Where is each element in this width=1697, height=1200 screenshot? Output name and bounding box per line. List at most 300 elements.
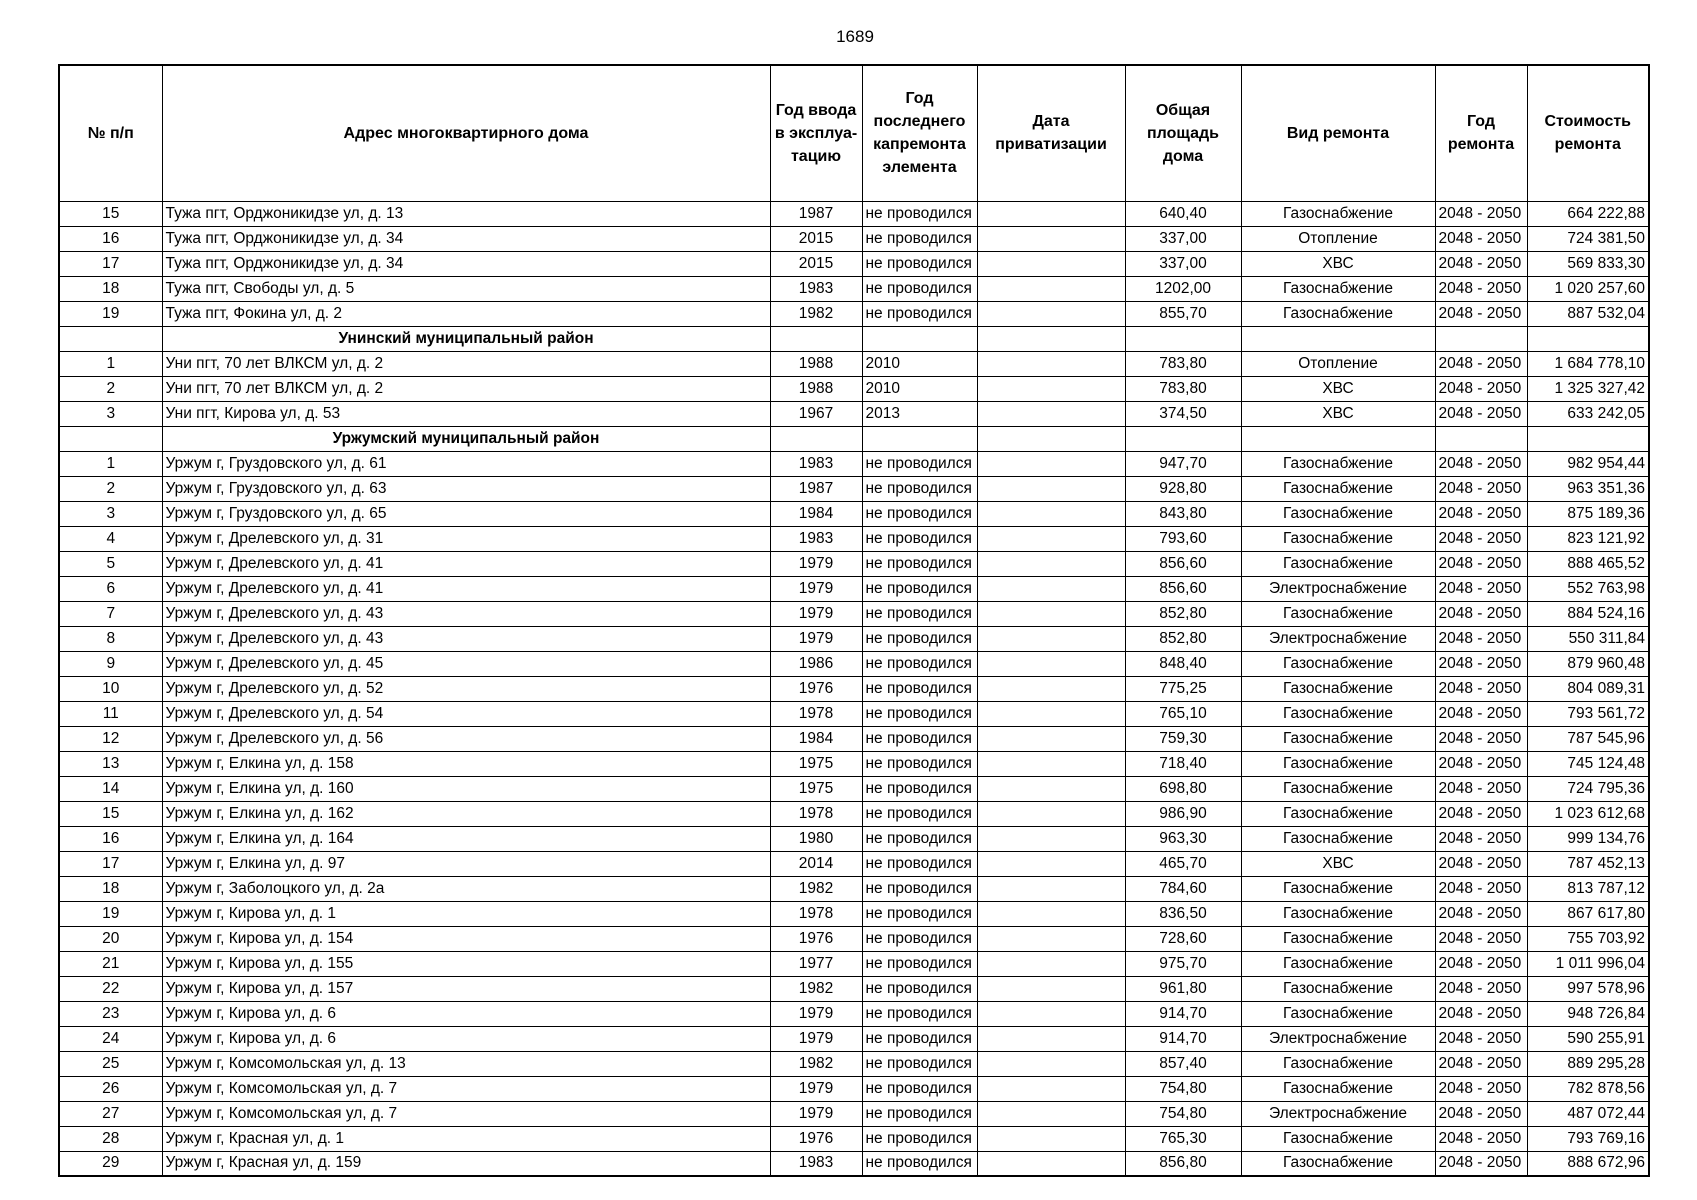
table-row — [59, 776, 1649, 801]
empty-cell — [1241, 326, 1435, 351]
empty-cell — [1527, 326, 1649, 351]
last-repair-cell: не проводился — [862, 626, 977, 651]
last-repair-cell: не проводился — [862, 1026, 977, 1051]
repair-year-cell: 2048 - 2050 — [1435, 376, 1527, 401]
repair-year-cell: 2048 - 2050 — [1435, 226, 1527, 251]
repair-year-cell: 2048 - 2050 — [1435, 201, 1527, 226]
repair-year-cell: 2048 - 2050 — [1435, 976, 1527, 1001]
repair-type-cell: Отопление — [1241, 226, 1435, 251]
header-cost: Стоимость ремонта — [1527, 65, 1649, 201]
year-built-cell: 1983 — [770, 1151, 862, 1176]
row-number: 17 — [59, 251, 162, 276]
table-row — [59, 901, 1649, 926]
privatization-cell — [977, 826, 1125, 851]
district-name: Унинский муниципальный район — [162, 326, 770, 351]
row-number: 8 — [59, 626, 162, 651]
repair-type-cell: Газоснабжение — [1241, 876, 1435, 901]
address-cell: Уржум г, Заболоцкого ул, д. 2а — [162, 876, 770, 901]
repair-type-cell: Газоснабжение — [1241, 1126, 1435, 1151]
area-cell: 754,80 — [1125, 1076, 1241, 1101]
area-cell: 698,80 — [1125, 776, 1241, 801]
last-repair-cell: не проводился — [862, 751, 977, 776]
row-number: 18 — [59, 276, 162, 301]
area-cell: 765,30 — [1125, 1126, 1241, 1151]
repair-year-cell: 2048 - 2050 — [1435, 401, 1527, 426]
repair-type-cell: Газоснабжение — [1241, 951, 1435, 976]
repair-year-cell: 2048 - 2050 — [1435, 676, 1527, 701]
address-cell: Уржум г, Груздовского ул, д. 65 — [162, 501, 770, 526]
row-number: 13 — [59, 751, 162, 776]
repair-year-cell: 2048 - 2050 — [1435, 776, 1527, 801]
row-number: 23 — [59, 1001, 162, 1026]
area-cell: 856,60 — [1125, 551, 1241, 576]
row-number: 21 — [59, 951, 162, 976]
year-built-cell: 1983 — [770, 276, 862, 301]
address-cell: Уржум г, Елкина ул, д. 162 — [162, 801, 770, 826]
address-cell: Уржум г, Дрелевского ул, д. 52 — [162, 676, 770, 701]
cost-cell: 888 672,96 — [1527, 1151, 1649, 1176]
cost-cell: 782 878,56 — [1527, 1076, 1649, 1101]
table-row — [59, 376, 1649, 401]
empty-cell — [770, 426, 862, 451]
area-cell: 718,40 — [1125, 751, 1241, 776]
year-built-cell: 1976 — [770, 676, 862, 701]
row-number: 28 — [59, 1126, 162, 1151]
repair-year-cell: 2048 - 2050 — [1435, 601, 1527, 626]
privatization-cell — [977, 451, 1125, 476]
repair-type-cell: Газоснабжение — [1241, 676, 1435, 701]
last-repair-cell: не проводился — [862, 926, 977, 951]
repair-year-cell: 2048 - 2050 — [1435, 1101, 1527, 1126]
address-cell: Уржум г, Груздовского ул, д. 63 — [162, 476, 770, 501]
year-built-cell: 1979 — [770, 551, 862, 576]
empty-cell — [59, 326, 162, 351]
area-cell: 975,70 — [1125, 951, 1241, 976]
table-row — [59, 451, 1649, 476]
repair-type-cell: Газоснабжение — [1241, 201, 1435, 226]
area-cell: 374,50 — [1125, 401, 1241, 426]
table-row — [59, 876, 1649, 901]
privatization-cell — [977, 201, 1125, 226]
year-built-cell: 1988 — [770, 376, 862, 401]
cost-cell: 787 545,96 — [1527, 726, 1649, 751]
privatization-cell — [977, 301, 1125, 326]
last-repair-cell: не проводился — [862, 251, 977, 276]
row-number: 18 — [59, 876, 162, 901]
area-cell: 986,90 — [1125, 801, 1241, 826]
last-repair-cell: не проводился — [862, 726, 977, 751]
cost-cell: 633 242,05 — [1527, 401, 1649, 426]
area-cell: 793,60 — [1125, 526, 1241, 551]
repair-type-cell: Газоснабжение — [1241, 926, 1435, 951]
privatization-cell — [977, 901, 1125, 926]
repair-year-cell: 2048 - 2050 — [1435, 451, 1527, 476]
address-cell: Уржум г, Красная ул, д. 1 — [162, 1126, 770, 1151]
header-num: № п/п — [59, 65, 162, 201]
privatization-cell — [977, 501, 1125, 526]
repair-year-cell: 2048 - 2050 — [1435, 701, 1527, 726]
address-cell: Уржум г, Комсомольская ул, д. 13 — [162, 1051, 770, 1076]
last-repair-cell: не проводился — [862, 1076, 977, 1101]
empty-cell — [977, 426, 1125, 451]
repair-type-cell: Газоснабжение — [1241, 751, 1435, 776]
row-number: 5 — [59, 551, 162, 576]
table-body — [59, 201, 1649, 1176]
area-cell: 914,70 — [1125, 1001, 1241, 1026]
repair-year-cell: 2048 - 2050 — [1435, 751, 1527, 776]
repair-year-cell: 2048 - 2050 — [1435, 651, 1527, 676]
table-row — [59, 1151, 1649, 1176]
cost-cell: 997 578,96 — [1527, 976, 1649, 1001]
empty-cell — [59, 426, 162, 451]
table-row — [59, 1001, 1649, 1026]
year-built-cell: 1987 — [770, 201, 862, 226]
year-built-cell: 1979 — [770, 1001, 862, 1026]
privatization-cell — [977, 1076, 1125, 1101]
table-row — [59, 676, 1649, 701]
cost-cell: 793 769,16 — [1527, 1126, 1649, 1151]
repair-year-cell: 2048 - 2050 — [1435, 501, 1527, 526]
header-area: Общая площадь дома — [1125, 65, 1241, 201]
address-cell: Уржум г, Комсомольская ул, д. 7 — [162, 1101, 770, 1126]
empty-cell — [862, 326, 977, 351]
cost-cell: 875 189,36 — [1527, 501, 1649, 526]
repair-year-cell: 2048 - 2050 — [1435, 1001, 1527, 1026]
last-repair-cell: не проводился — [862, 576, 977, 601]
row-number: 15 — [59, 801, 162, 826]
area-cell: 857,40 — [1125, 1051, 1241, 1076]
table-row — [59, 476, 1649, 501]
table-row — [59, 551, 1649, 576]
row-number: 3 — [59, 401, 162, 426]
area-cell: 856,80 — [1125, 1151, 1241, 1176]
year-built-cell: 1987 — [770, 476, 862, 501]
address-cell: Уни пгт, 70 лет ВЛКСМ ул, д. 2 — [162, 351, 770, 376]
privatization-cell — [977, 1101, 1125, 1126]
last-repair-cell: не проводился — [862, 1101, 977, 1126]
area-cell: 1202,00 — [1125, 276, 1241, 301]
area-cell: 852,80 — [1125, 601, 1241, 626]
area-cell: 961,80 — [1125, 976, 1241, 1001]
year-built-cell: 1984 — [770, 501, 862, 526]
row-number: 16 — [59, 826, 162, 851]
cost-cell: 867 617,80 — [1527, 901, 1649, 926]
empty-cell — [1241, 426, 1435, 451]
row-number: 16 — [59, 226, 162, 251]
last-repair-cell: не проводился — [862, 951, 977, 976]
empty-cell — [862, 426, 977, 451]
privatization-cell — [977, 226, 1125, 251]
privatization-cell — [977, 626, 1125, 651]
header-privatization: Дата приватизации — [977, 65, 1125, 201]
year-built-cell: 1982 — [770, 976, 862, 1001]
table-row — [59, 826, 1649, 851]
repair-type-cell: Газоснабжение — [1241, 501, 1435, 526]
last-repair-cell: не проводился — [862, 1126, 977, 1151]
privatization-cell — [977, 401, 1125, 426]
address-cell: Уржум г, Кирова ул, д. 154 — [162, 926, 770, 951]
area-cell: 963,30 — [1125, 826, 1241, 851]
table-row — [59, 226, 1649, 251]
row-number: 3 — [59, 501, 162, 526]
address-cell: Уржум г, Кирова ул, д. 157 — [162, 976, 770, 1001]
address-cell: Уржум г, Дрелевского ул, д. 43 — [162, 626, 770, 651]
privatization-cell — [977, 701, 1125, 726]
year-built-cell: 1982 — [770, 1051, 862, 1076]
row-number: 2 — [59, 376, 162, 401]
row-number: 1 — [59, 451, 162, 476]
privatization-cell — [977, 1051, 1125, 1076]
cost-cell: 948 726,84 — [1527, 1001, 1649, 1026]
last-repair-cell: 2010 — [862, 376, 977, 401]
repair-year-cell: 2048 - 2050 — [1435, 576, 1527, 601]
area-cell: 836,50 — [1125, 901, 1241, 926]
address-cell: Уржум г, Кирова ул, д. 6 — [162, 1001, 770, 1026]
table-row — [59, 401, 1649, 426]
last-repair-cell: не проводился — [862, 1051, 977, 1076]
row-number: 6 — [59, 576, 162, 601]
area-cell: 843,80 — [1125, 501, 1241, 526]
table-row — [59, 1051, 1649, 1076]
area-cell: 765,10 — [1125, 701, 1241, 726]
row-number: 19 — [59, 301, 162, 326]
privatization-cell — [977, 801, 1125, 826]
repair-schedule-table — [58, 64, 1650, 1177]
row-number: 24 — [59, 1026, 162, 1051]
table-row — [59, 926, 1649, 951]
table-row — [59, 801, 1649, 826]
last-repair-cell: не проводился — [862, 651, 977, 676]
last-repair-cell: 2013 — [862, 401, 977, 426]
row-number: 7 — [59, 601, 162, 626]
table-row — [59, 1126, 1649, 1151]
table-row — [59, 1026, 1649, 1051]
address-cell: Уржум г, Дрелевского ул, д. 54 — [162, 701, 770, 726]
area-cell: 784,60 — [1125, 876, 1241, 901]
last-repair-cell: не проводился — [862, 701, 977, 726]
district-name: Уржумский муниципальный район — [162, 426, 770, 451]
table-row — [59, 851, 1649, 876]
privatization-cell — [977, 651, 1125, 676]
repair-type-cell: Электроснабжение — [1241, 576, 1435, 601]
empty-cell — [770, 326, 862, 351]
privatization-cell — [977, 1026, 1125, 1051]
table-row — [59, 526, 1649, 551]
table-row — [59, 751, 1649, 776]
repair-year-cell: 2048 - 2050 — [1435, 826, 1527, 851]
cost-cell: 1 023 612,68 — [1527, 801, 1649, 826]
cost-cell: 963 351,36 — [1527, 476, 1649, 501]
last-repair-cell: не проводился — [862, 901, 977, 926]
last-repair-cell: не проводился — [862, 526, 977, 551]
table-row — [59, 651, 1649, 676]
table-row — [59, 276, 1649, 301]
empty-cell — [1527, 426, 1649, 451]
header-last-repair: Год последнего капремонта элемента — [862, 65, 977, 201]
address-cell: Уржум г, Елкина ул, д. 158 — [162, 751, 770, 776]
privatization-cell — [977, 1126, 1125, 1151]
empty-cell — [1125, 426, 1241, 451]
repair-year-cell: 2048 - 2050 — [1435, 301, 1527, 326]
last-repair-cell: не проводился — [862, 976, 977, 1001]
cost-cell: 804 089,31 — [1527, 676, 1649, 701]
cost-cell: 999 134,76 — [1527, 826, 1649, 851]
privatization-cell — [977, 376, 1125, 401]
repair-year-cell: 2048 - 2050 — [1435, 276, 1527, 301]
address-cell: Уржум г, Красная ул, д. 159 — [162, 1151, 770, 1176]
repair-type-cell: Газоснабжение — [1241, 776, 1435, 801]
cost-cell: 879 960,48 — [1527, 651, 1649, 676]
repair-year-cell: 2048 - 2050 — [1435, 926, 1527, 951]
row-number: 29 — [59, 1151, 162, 1176]
area-cell: 337,00 — [1125, 226, 1241, 251]
repair-year-cell: 2048 - 2050 — [1435, 251, 1527, 276]
table-row — [59, 951, 1649, 976]
repair-type-cell: Газоснабжение — [1241, 726, 1435, 751]
cost-cell: 590 255,91 — [1527, 1026, 1649, 1051]
privatization-cell — [977, 526, 1125, 551]
header-address: Адрес многоквартирного дома — [162, 65, 770, 201]
area-cell: 783,80 — [1125, 376, 1241, 401]
address-cell: Уржум г, Кирова ул, д. 6 — [162, 1026, 770, 1051]
privatization-cell — [977, 851, 1125, 876]
area-cell: 465,70 — [1125, 851, 1241, 876]
year-built-cell: 1967 — [770, 401, 862, 426]
area-cell: 852,80 — [1125, 626, 1241, 651]
table-row — [59, 576, 1649, 601]
year-built-cell: 1986 — [770, 651, 862, 676]
row-number: 19 — [59, 901, 162, 926]
last-repair-cell: не проводился — [862, 876, 977, 901]
repair-year-cell: 2048 - 2050 — [1435, 1051, 1527, 1076]
address-cell: Тужа пгт, Орджоникидзе ул, д. 13 — [162, 201, 770, 226]
privatization-cell — [977, 576, 1125, 601]
repair-type-cell: Газоснабжение — [1241, 276, 1435, 301]
year-built-cell: 1982 — [770, 301, 862, 326]
year-built-cell: 1975 — [770, 776, 862, 801]
table-row — [59, 601, 1649, 626]
repair-year-cell: 2048 - 2050 — [1435, 951, 1527, 976]
year-built-cell: 1978 — [770, 701, 862, 726]
last-repair-cell: не проводился — [862, 476, 977, 501]
table-row — [59, 301, 1649, 326]
table-row — [59, 701, 1649, 726]
area-cell: 728,60 — [1125, 926, 1241, 951]
address-cell: Тужа пгт, Свободы ул, д. 5 — [162, 276, 770, 301]
repair-year-cell: 2048 - 2050 — [1435, 1151, 1527, 1176]
year-built-cell: 1979 — [770, 1101, 862, 1126]
repair-type-cell: Газоснабжение — [1241, 1151, 1435, 1176]
address-cell: Уржум г, Кирова ул, д. 155 — [162, 951, 770, 976]
cost-cell: 1 325 327,42 — [1527, 376, 1649, 401]
last-repair-cell: не проводился — [862, 226, 977, 251]
empty-cell — [977, 326, 1125, 351]
repair-type-cell: Электроснабжение — [1241, 1101, 1435, 1126]
address-cell: Уржум г, Дрелевского ул, д. 45 — [162, 651, 770, 676]
empty-cell — [1435, 426, 1527, 451]
year-built-cell: 1979 — [770, 1076, 862, 1101]
row-number: 2 — [59, 476, 162, 501]
repair-type-cell: Газоснабжение — [1241, 451, 1435, 476]
year-built-cell: 1978 — [770, 901, 862, 926]
area-cell: 759,30 — [1125, 726, 1241, 751]
table-row — [59, 351, 1649, 376]
year-built-cell: 1975 — [770, 751, 862, 776]
area-cell: 947,70 — [1125, 451, 1241, 476]
repair-year-cell: 2048 - 2050 — [1435, 726, 1527, 751]
area-cell: 855,70 — [1125, 301, 1241, 326]
address-cell: Уржум г, Елкина ул, д. 160 — [162, 776, 770, 801]
repair-type-cell: Газоснабжение — [1241, 1076, 1435, 1101]
cost-cell: 724 795,36 — [1527, 776, 1649, 801]
row-number: 14 — [59, 776, 162, 801]
last-repair-cell: не проводился — [862, 201, 977, 226]
address-cell: Уржум г, Дрелевского ул, д. 43 — [162, 601, 770, 626]
last-repair-cell: не проводился — [862, 1001, 977, 1026]
privatization-cell — [977, 776, 1125, 801]
address-cell: Уржум г, Дрелевского ул, д. 41 — [162, 551, 770, 576]
last-repair-cell: не проводился — [862, 676, 977, 701]
repair-type-cell: Электроснабжение — [1241, 1026, 1435, 1051]
privatization-cell — [977, 1151, 1125, 1176]
row-number: 27 — [59, 1101, 162, 1126]
year-built-cell: 1979 — [770, 626, 862, 651]
address-cell: Уржум г, Елкина ул, д. 97 — [162, 851, 770, 876]
row-number: 26 — [59, 1076, 162, 1101]
address-cell: Уни пгт, 70 лет ВЛКСМ ул, д. 2 — [162, 376, 770, 401]
row-number: 10 — [59, 676, 162, 701]
table-row — [59, 726, 1649, 751]
table-row — [59, 1101, 1649, 1126]
privatization-cell — [977, 251, 1125, 276]
area-cell: 848,40 — [1125, 651, 1241, 676]
table-row — [59, 251, 1649, 276]
repair-year-cell: 2048 - 2050 — [1435, 526, 1527, 551]
repair-type-cell: Отопление — [1241, 351, 1435, 376]
cost-cell: 1 684 778,10 — [1527, 351, 1649, 376]
cost-cell: 888 465,52 — [1527, 551, 1649, 576]
address-cell: Уржум г, Комсомольская ул, д. 7 — [162, 1076, 770, 1101]
last-repair-cell: не проводился — [862, 776, 977, 801]
repair-type-cell: Газоснабжение — [1241, 551, 1435, 576]
repair-type-cell: Газоснабжение — [1241, 826, 1435, 851]
privatization-cell — [977, 751, 1125, 776]
repair-year-cell: 2048 - 2050 — [1435, 851, 1527, 876]
year-built-cell: 1978 — [770, 801, 862, 826]
cost-cell: 664 222,88 — [1527, 201, 1649, 226]
privatization-cell — [977, 926, 1125, 951]
table-row — [59, 976, 1649, 1001]
privatization-cell — [977, 876, 1125, 901]
page-number: 1689 — [836, 27, 874, 46]
repair-type-cell: Газоснабжение — [1241, 1051, 1435, 1076]
repair-year-cell: 2048 - 2050 — [1435, 626, 1527, 651]
table-row — [59, 201, 1649, 226]
header-repair-year: Год ремонта — [1435, 65, 1527, 201]
repair-type-cell: Газоснабжение — [1241, 701, 1435, 726]
last-repair-cell: не проводился — [862, 551, 977, 576]
privatization-cell — [977, 276, 1125, 301]
repair-type-cell: Газоснабжение — [1241, 1001, 1435, 1026]
year-built-cell: 1980 — [770, 826, 862, 851]
header-year-built: Год ввода в эксплуа-тацию — [770, 65, 862, 201]
privatization-cell — [977, 676, 1125, 701]
area-cell: 640,40 — [1125, 201, 1241, 226]
privatization-cell — [977, 951, 1125, 976]
privatization-cell — [977, 601, 1125, 626]
header-repair-type: Вид ремонта — [1241, 65, 1435, 201]
privatization-cell — [977, 551, 1125, 576]
